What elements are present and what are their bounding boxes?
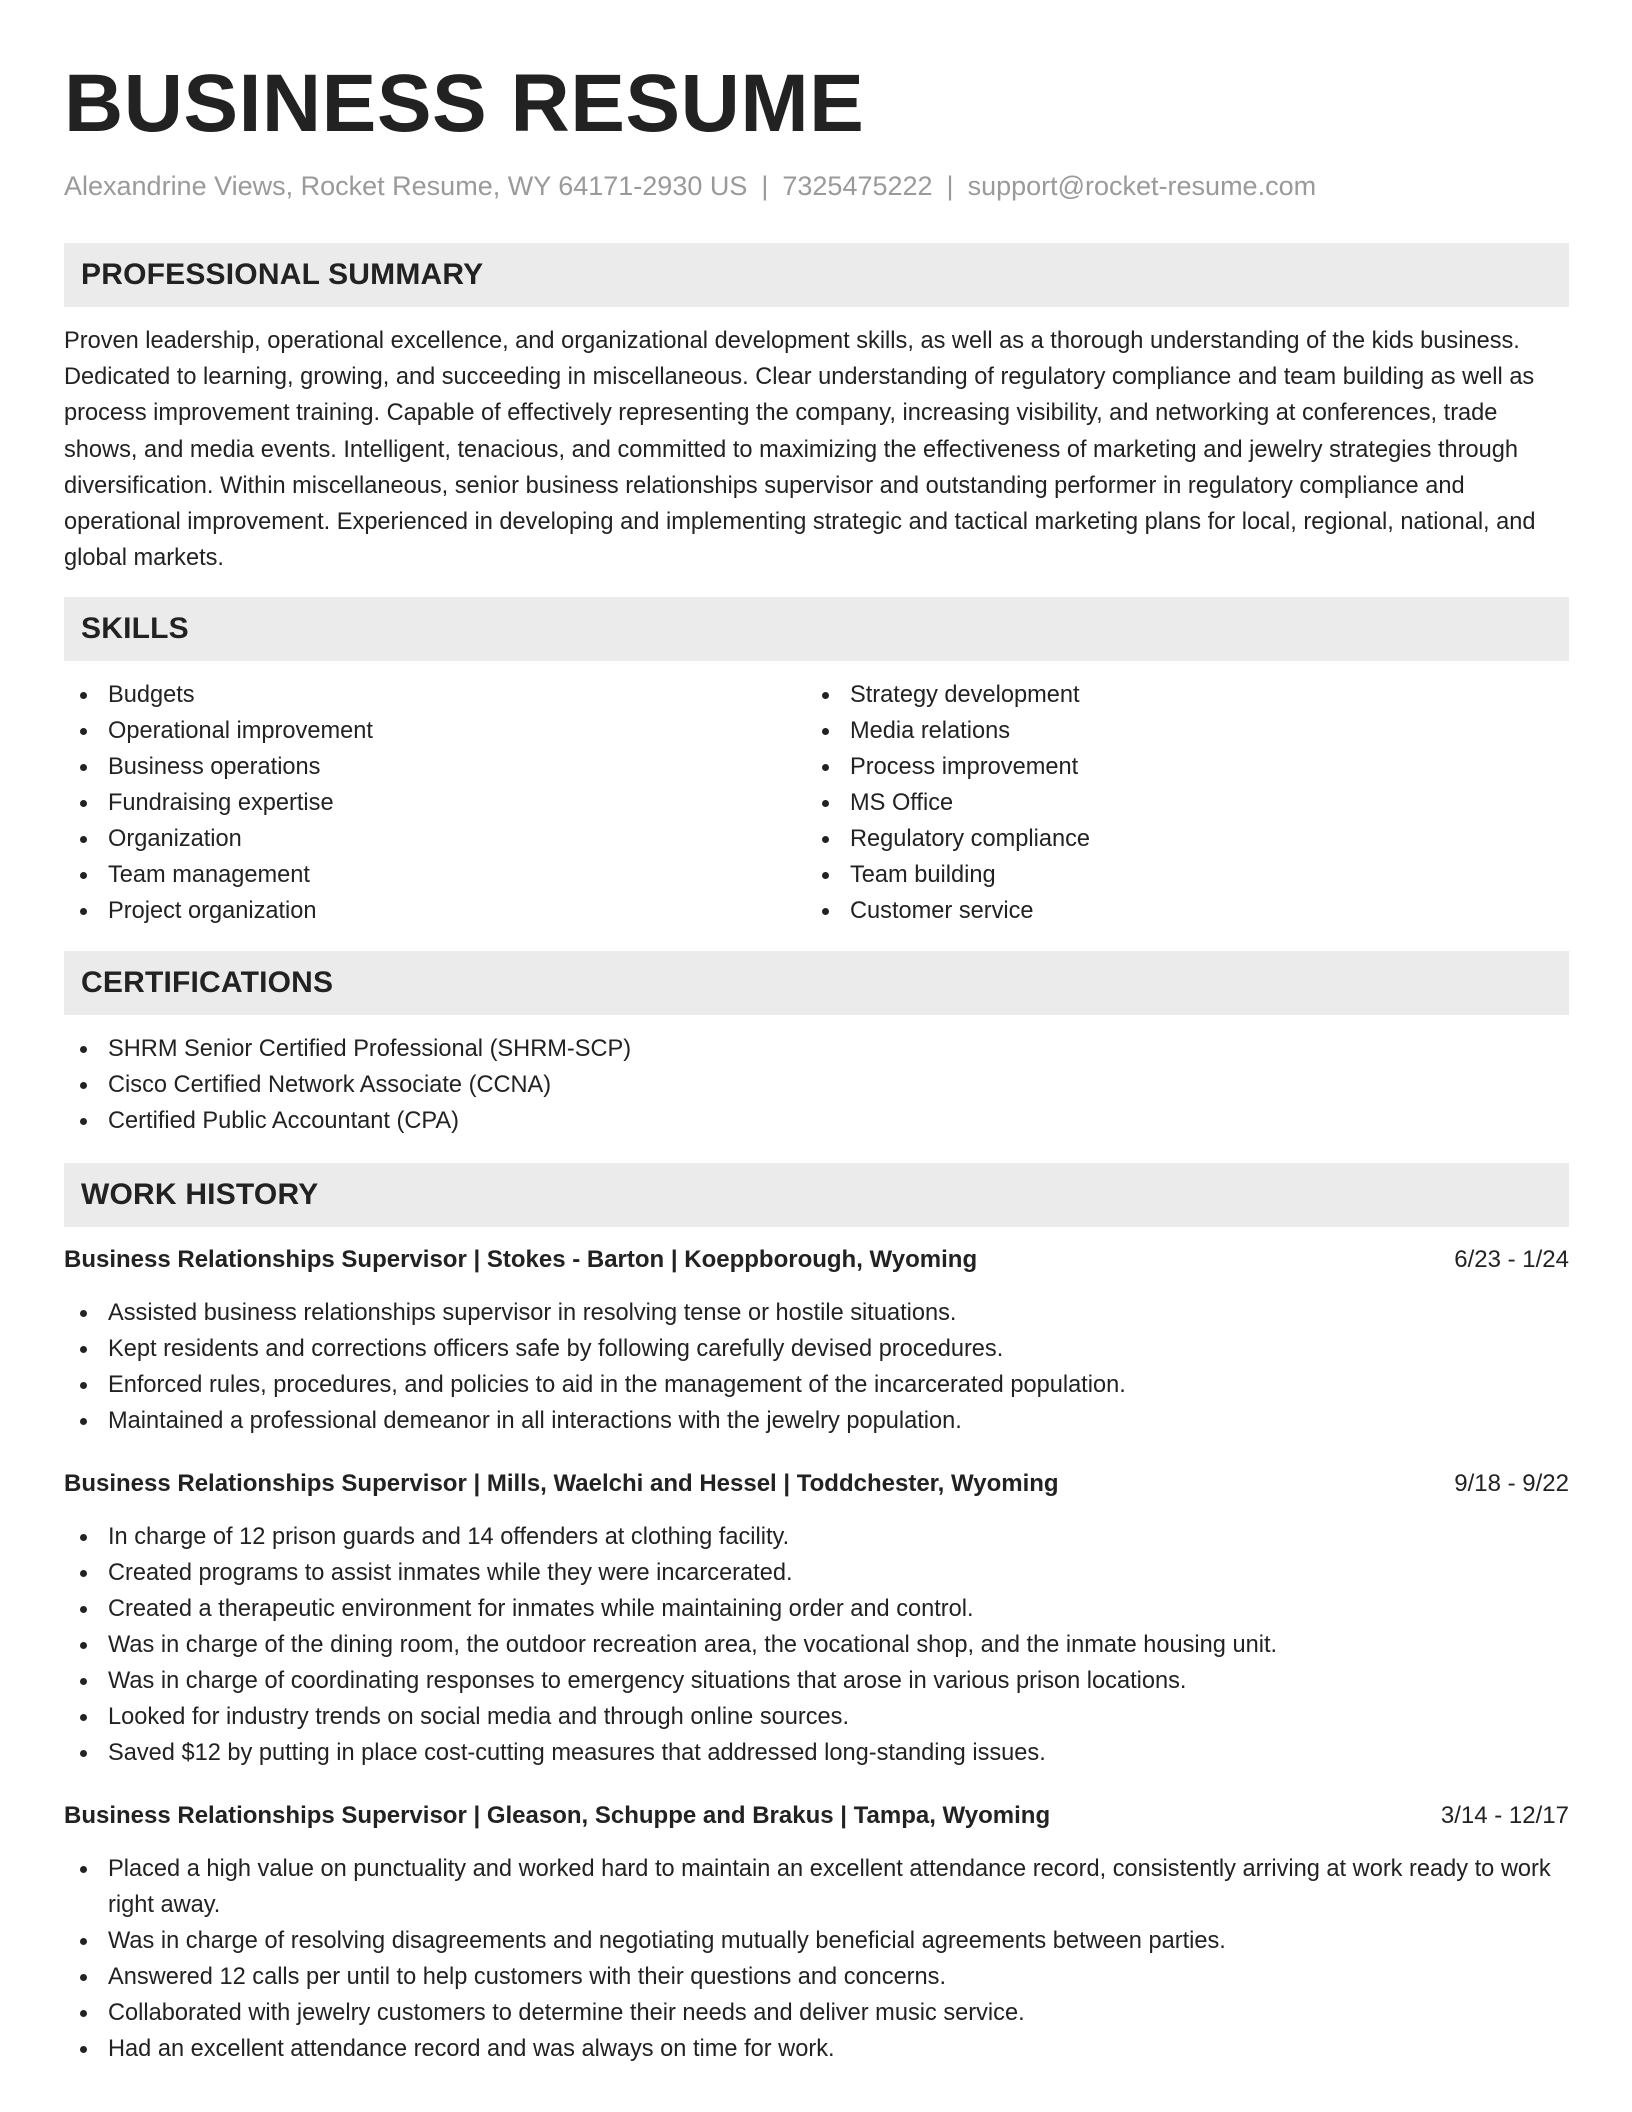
skills-section-header [64,597,1569,661]
skills-columns [64,677,1569,929]
skills-heading: SKILLS [81,612,189,646]
job-bullet: Looked for industry trends on social media and through online sources. [64,1699,1569,1735]
contact-line [64,169,1569,203]
certifications-section-header [64,951,1569,1015]
contact-address: Alexandrine Views, Rocket Resume, WY 64171-2930 US [64,171,748,201]
skill-item: Process improvement [806,749,1548,785]
job-title: Business Relationships Supervisor | Mills, Waelchi and Hessel | Toddchester, Wyoming [64,1470,1059,1498]
job-bullet: Placed a high value on punctuality and worked hard to maintain an excellent attendance record, consistently arriving at work ready to work right away. [64,1851,1569,1923]
skill-item: Fundraising expertise [64,785,806,821]
skill-item: Customer service [806,893,1548,929]
job-bullet: Had an excellent attendance record and was always on time for work. [64,2031,1569,2067]
skill-item: Operational improvement [64,713,806,749]
skill-item: Team building [806,857,1548,893]
job-dates: 9/18 - 9/22 [1454,1470,1569,1498]
job-entry [64,1467,1569,1771]
job-bullet: Enforced rules, procedures, and policies to aid in the management of the incarcerated population. [64,1367,1569,1403]
skill-item: Team management [64,857,806,893]
job-bullet: Saved $12 by putting in place cost-cutting measures that addressed long-standing issues. [64,1735,1569,1771]
skill-item: Strategy development [806,677,1548,713]
work-history-section-header [64,1163,1569,1227]
skill-item: Organization [64,821,806,857]
skills-list-right [806,677,1548,929]
summary-heading: PROFESSIONAL SUMMARY [81,258,484,291]
job-bullet: Maintained a professional demeanor in all interactions with the jewelry population. [64,1403,1569,1439]
skill-item: Project organization [64,893,806,929]
job-header [64,1799,1569,1833]
job-bullet: Created a therapeutic environment for inmates while maintaining order and control. [64,1591,1569,1627]
certification-item: SHRM Senior Certified Professional (SHRM-SCP) [64,1031,1569,1067]
job-bullets [64,1851,1569,2067]
summary-section-header [64,243,1569,307]
skill-item: MS Office [806,785,1548,821]
contact-email: support@rocket-resume.com [967,171,1317,201]
job-bullet: Created programs to assist inmates while they were incarcerated. [64,1555,1569,1591]
skill-item: Regulatory compliance [806,821,1548,857]
contact-separator: | [761,171,769,201]
skill-item: Business operations [64,749,806,785]
certifications-heading: CERTIFICATIONS [81,966,334,1000]
job-header [64,1467,1569,1501]
job-bullets [64,1519,1569,1771]
job-bullet: Was in charge of resolving disagreements and negotiating mutually beneficial agreements between parties. [64,1923,1569,1959]
job-title: Business Relationships Supervisor | Gleason, Schuppe and Brakus | Tampa, Wyoming [64,1802,1051,1830]
job-bullet: Assisted business relationships supervisor in resolving tense or hostile situations. [64,1295,1569,1331]
job-entry [64,1243,1569,1439]
job-bullet: Was in charge of the dining room, the outdoor recreation area, the vocational shop, and the inmate housing unit. [64,1627,1569,1663]
resume-page [64,56,1569,2067]
job-bullet: Was in charge of coordinating responses to emergency situations that arose in various prison locations. [64,1663,1569,1699]
resume-title: BUSINESS RESUME [64,58,865,149]
certification-item: Cisco Certified Network Associate (CCNA) [64,1067,1569,1103]
work-history-heading: WORK HISTORY [81,1178,319,1212]
skill-item: Media relations [806,713,1548,749]
contact-separator: | [946,171,954,201]
job-bullet: In charge of 12 prison guards and 14 offenders at clothing facility. [64,1519,1569,1555]
job-dates: 6/23 - 1/24 [1454,1246,1569,1274]
job-entry [64,1799,1569,2067]
skill-item: Budgets [64,677,806,713]
certifications-list [64,1031,1569,1139]
job-bullet: Collaborated with jewelry customers to determine their needs and deliver music service. [64,1995,1569,2031]
job-bullet: Kept residents and corrections officers safe by following carefully devised procedures. [64,1331,1569,1367]
skills-list-left [64,677,806,929]
job-header [64,1243,1569,1277]
job-title: Business Relationships Supervisor | Stokes - Barton | Koeppborough, Wyoming [64,1246,978,1274]
job-dates: 3/14 - 12/17 [1440,1802,1569,1830]
contact-phone: 7325475222 [782,171,933,201]
certification-item: Certified Public Accountant (CPA) [64,1103,1569,1139]
job-bullets [64,1295,1569,1439]
job-bullet: Answered 12 calls per until to help customers with their questions and concerns. [64,1959,1569,1995]
summary-text: Proven leadership, operational excellence, and organizational development skills, as well as a thorough understanding of the kids business. Dedicated to learning, growing, and succeeding in miscellaneous. Clear understanding of regulatory compliance and team building as well as process improvement training. Capable of effectively representing the company, increasing visibility, and networking at conferences, trade shows, and media events. Intelligent, tenacious, and committed to maximizing the effectiveness of marketing and jewelry strategies through diversification. Within miscellaneous, senior business relationships supervisor and outstanding performer in regulatory compliance and operational improvement. Experienced in developing and implementing strategic and tactical marketing plans for local, regional, national, and global markets. [64,328,1536,572]
